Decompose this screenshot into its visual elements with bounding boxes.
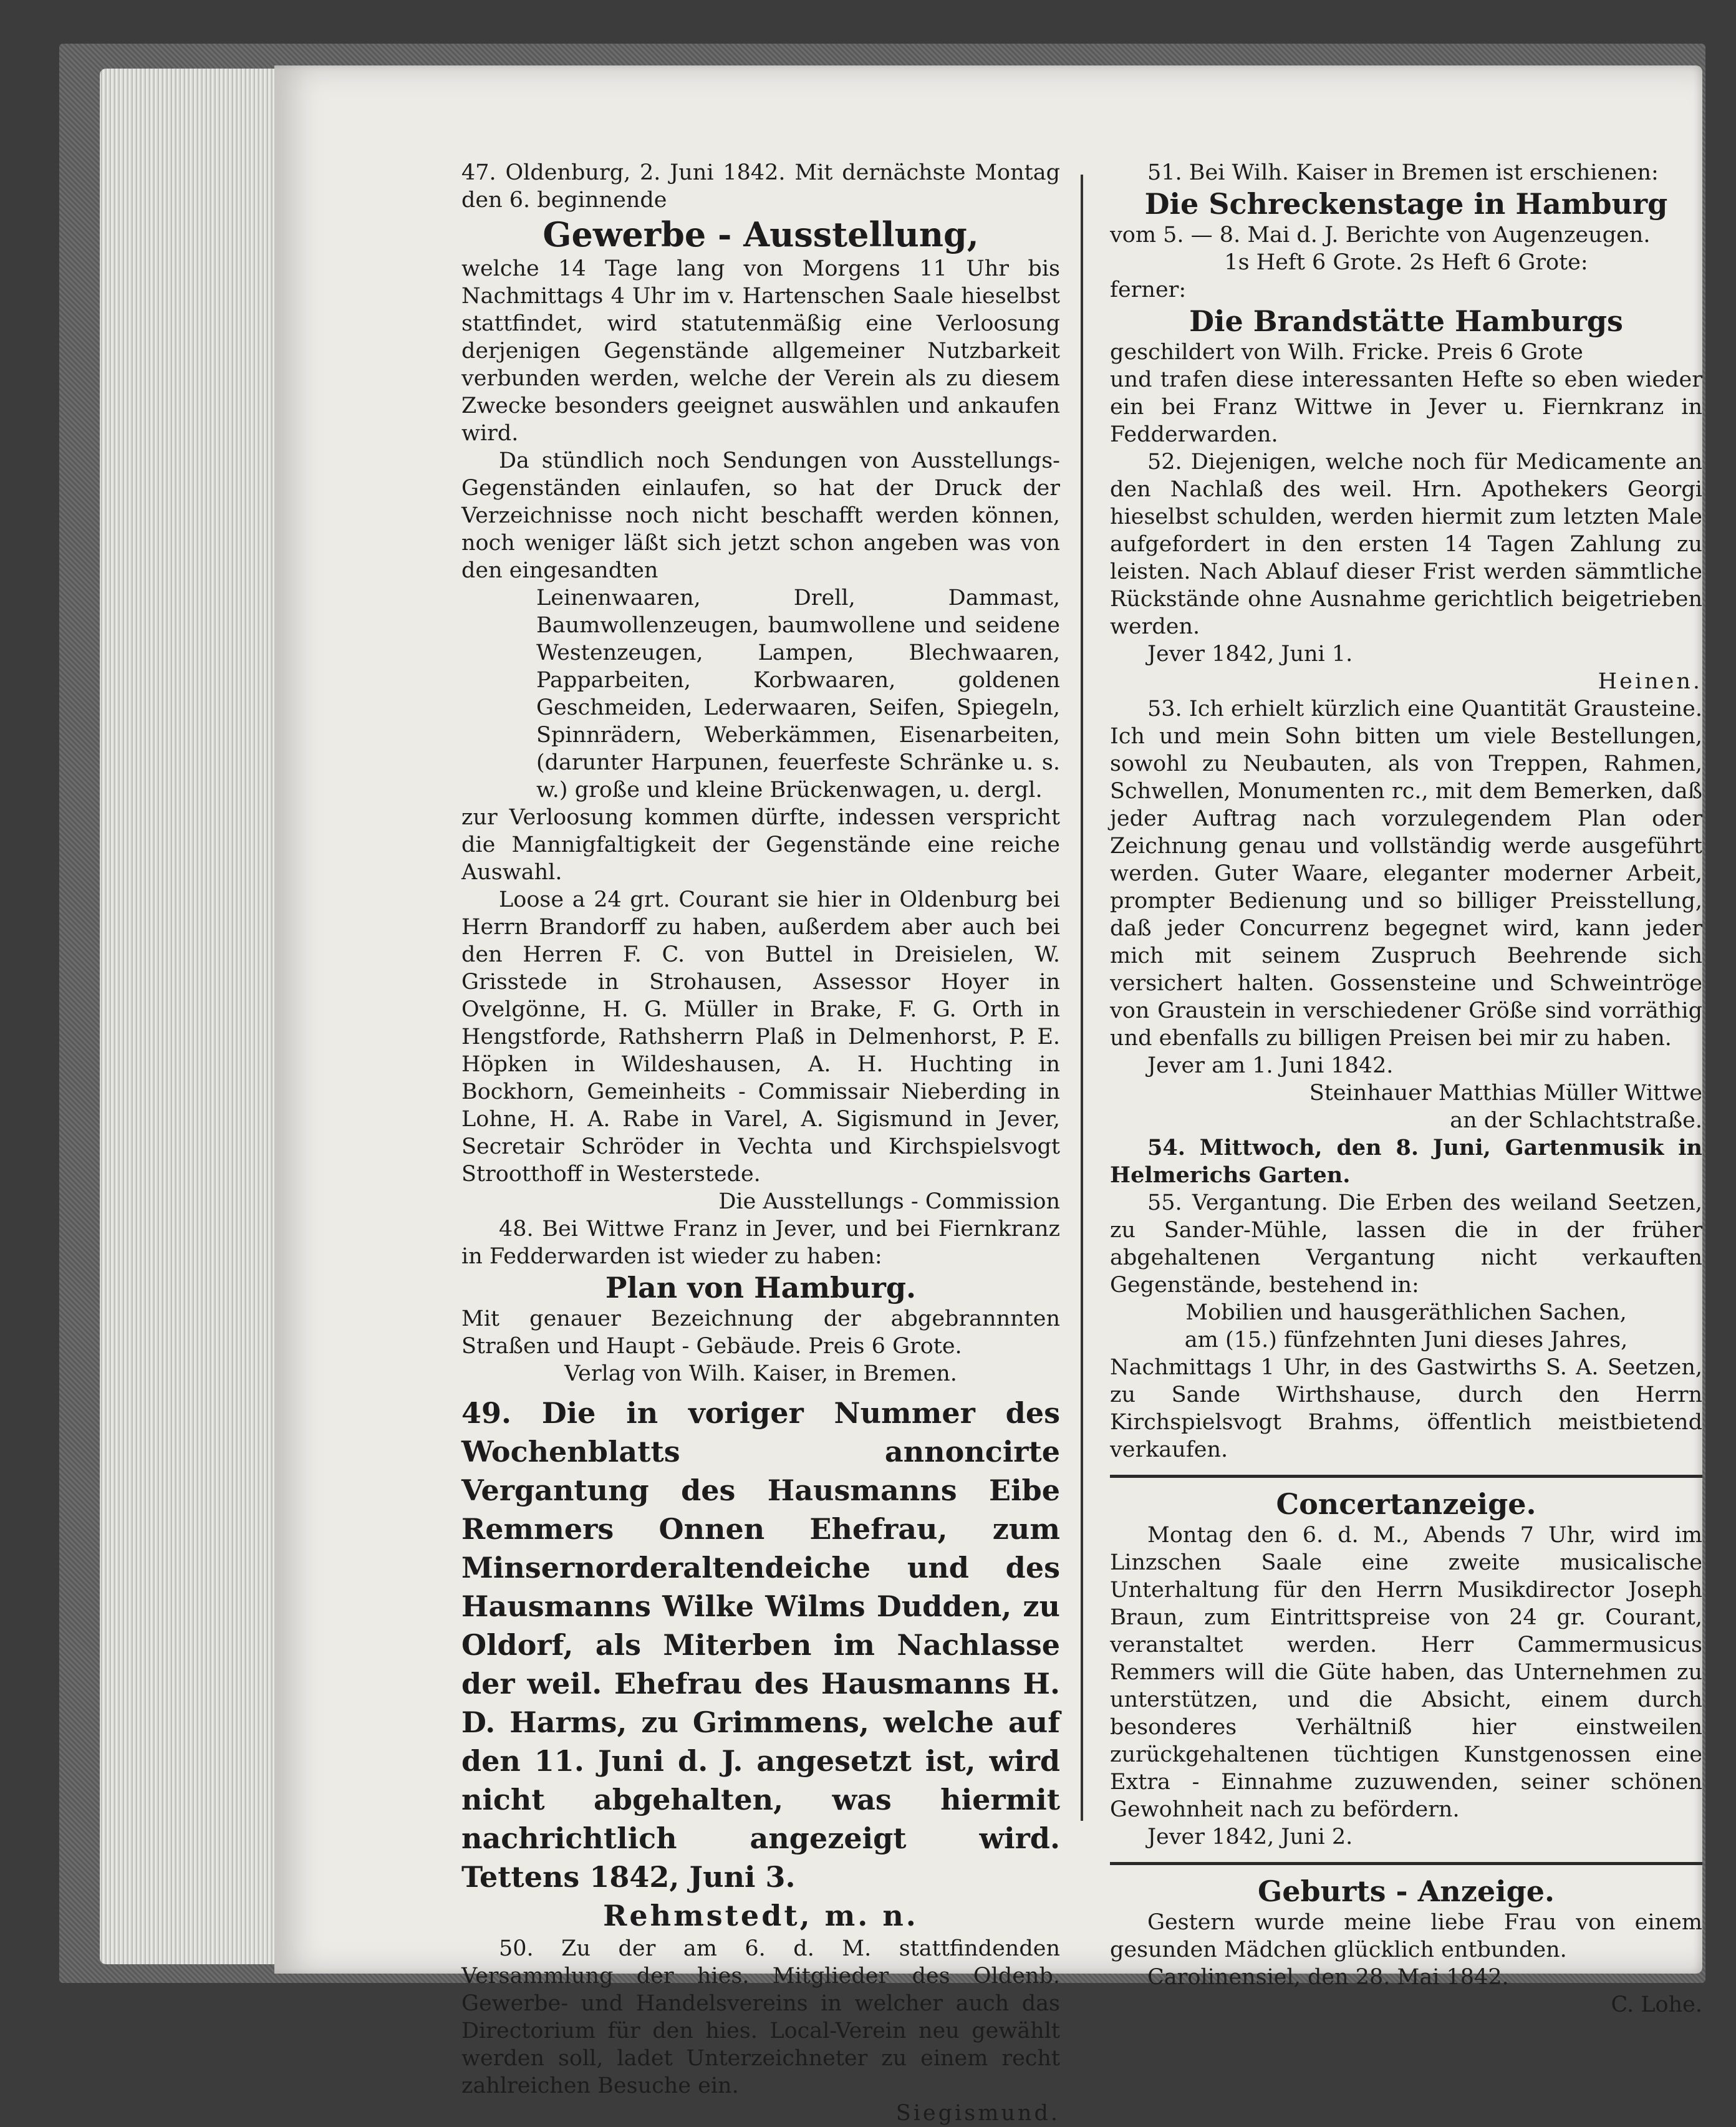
- notice-52-date: Jever 1842, Juni 1.: [1147, 642, 1353, 667]
- notice-48-title: Plan von Hamburg.: [605, 1271, 917, 1305]
- notice-51-ferner: ferner:: [1110, 277, 1187, 302]
- notice-52-signature: Heinen.: [1598, 669, 1702, 694]
- notice-48-publisher: Verlag von Wilh. Kaiser, in Bremen.: [564, 1361, 957, 1386]
- birth-notice-date: Carolinensiel, den 28. Mai 1842.: [1147, 1965, 1509, 1990]
- notice-48-paragraph-1: 48. Bei Wittwe Franz in Jever, und bei Fiernkranz in Fedderwarden ist wieder zu haben:: [461, 1217, 1060, 1269]
- notice-51-line-2: vom 5. — 8. Mai d. J. Berichte von Augenzeugen.: [1110, 223, 1651, 248]
- notice-47-title: Gewerbe - Ausstellung,: [542, 215, 979, 254]
- concert-date: Jever 1842, Juni 2.: [1147, 1825, 1353, 1850]
- notice-53-date: Jever am 1. Juni 1842.: [1147, 1053, 1394, 1078]
- birth-notice-signature: C. Lohe.: [1611, 1992, 1702, 2017]
- notice-51-line-4: geschildert von Wilh. Fricke. Preis 6 Grote: [1110, 340, 1583, 365]
- notice-51-title-2: Die Brandstätte Hamburgs: [1189, 304, 1623, 338]
- notice-54-paragraph: 54. Mittwoch, den 8. Juni, Gartenmusik in Helmerichs Garten.: [1110, 1135, 1702, 1188]
- notice-47-opening: 47. Oldenburg, 2. Juni 1842. Mit dernächste Montag den 6. beginnende: [461, 160, 1060, 213]
- notice-48-paragraph-2: Mit genauer Bezeichnung der abgebrannnten Straßen und Haupt - Gebäude. Preis 6 Grote.: [461, 1306, 1060, 1359]
- notice-51-title: Die Schreckenstage in Hamburg: [1144, 187, 1668, 221]
- notice-50-signature: Siegismund.: [895, 2101, 1060, 2126]
- notice-47-signature: Die Ausstellungs - Commission: [718, 1189, 1060, 1214]
- notice-55-centered-2: am (15.) fünfzehnten Juni dieses Jahres,: [1184, 1328, 1628, 1353]
- section-rule: [1110, 1475, 1702, 1478]
- birth-notice-title: Geburts - Anzeige.: [1257, 1874, 1555, 1908]
- notice-47-paragraph-2: Da stündlich noch Sendungen von Ausstellungs-Gegenständen einlaufen, so hat der Druck der Verzeichnisse noch nicht beschafft werden können, noch weniger läßt sich jetzt schon angeben was von den eingesandten: [461, 448, 1060, 583]
- notice-55-centered-1: Mobilien und hausgeräthlichen Sachen,: [1185, 1300, 1627, 1325]
- notice-53-signature-1: Steinhauer Matthias Müller Wittwe: [1309, 1081, 1702, 1106]
- notice-47-goods-list: Leinenwaaren, Drell, Dammast, Baumwollenzeugen, baumwollene und seidene Westenzeugen, Lampen, Blechwaaren, Papparbeiten, Korbwaaren, goldenen Geschmeiden, Lederwaaren, Seifen, Spiegeln, Spinnrädern, Weberkämmen, Eisenarbeiten, (darunter Harpunen, feuerfeste Schränke u. s. w.) große und kleine Brückenwagen, u. dergl.: [536, 586, 1060, 803]
- notice-47-paragraph-1: welche 14 Tage lang von Morgens 11 Uhr bis Nachmittags 4 Uhr im v. Hartenschen Saale hieselbst stattfindet, wird statutenmäßig eine Verloosung derjenigen Gegenstände allgemeiner Nutzbarkeit verbunden werden, welche der Verein als zu diesem Zwecke besonders geeignet auswählen und ankaufen wird.: [461, 256, 1060, 446]
- notice-53-paragraph: 53. Ich erhielt kürzlich eine Quantität Grausteine. Ich und mein Sohn bitten um viele Bestellungen, sowohl zu Neubauten, als von Treppen, Rahmen, Schwellen, Monumenten rc., mit dem Bemerken, daß jeder Auftrag nach vorzulegendem Plan oder Zeichnung genau und vollständig werde ausgeführt werden. Guter Waare, eleganter moderner Arbeit, prompter Bedienung und so billiger Preisstellung, daß jeder Concurrenz begegnet wird, kann jeder mich mit seinem Zuspruch Beehrende sich versichert halten. Gossensteine und Schweintröge von Graustein in verschiedener Größe sind vorräthig und ebenfalls zu billigen Preisen bei mir zu haben.: [1110, 697, 1702, 1051]
- notice-47-paragraph-3: zur Verloosung kommen dürfte, indessen verspricht die Mannigfaltigkeit der Gegenstände eine reiche Auswahl.: [461, 805, 1060, 885]
- notice-51-line-3: 1s Heft 6 Grote. 2s Heft 6 Grote:: [1224, 250, 1588, 275]
- notice-55-paragraph-1: 55. Vergantung. Die Erben des weiland Seetzen, zu Sander-Mühle, lassen die in der früher abgehaltenen Vergantung nicht verkauften Gegenstände, bestehend in:: [1110, 1190, 1702, 1298]
- concert-title: Concertanzeige.: [1276, 1487, 1536, 1521]
- notice-51-line-5: und trafen diese interessanten Hefte so eben wieder ein bei Franz Wittwe in Jever u. Fiernkranz in Fedderwarden.: [1110, 367, 1702, 447]
- column-divider: [1081, 175, 1083, 1821]
- left-column: [461, 159, 1060, 2127]
- right-column: [1110, 159, 1702, 2018]
- notice-47-paragraph-4: Loose a 24 grt. Courant sie hier in Oldenburg bei Herrn Brandorff zu haben, außerdem aber auch bei den Herren F. C. von Buttel in Dreisielen, W. Grisstede in Strohausen, Assessor Hoyer in Ovelgönne, H. G. Müller in Brake, F. G. Orth in Hengstforde, Rathsherrn Plaß in Delmenhorst, P. E. Höpken in Wildeshausen, A. H. Huchting in Bockhorn, Gemeinheits - Commissair Nieberding in Lohne, H. A. Rabe in Varel, A. Sigismund in Jever, Secretair Schröder in Vechta und Kirchspielsvogt Strootthoff in Westerstede.: [461, 887, 1060, 1187]
- notice-51-opening: 51. Bei Wilh. Kaiser in Bremen ist erschienen:: [1147, 160, 1659, 185]
- birth-notice-paragraph: Gestern wurde meine liebe Frau von einem gesunden Mädchen glücklich entbunden.: [1110, 1910, 1702, 1962]
- concert-paragraph: Montag den 6. d. M., Abends 7 Uhr, wird im Linzschen Saale eine zweite musicalische Unterhaltung für den Herrn Musikdirector Joseph Braun, zum Eintrittspreise von 24 gr. Courant, veranstaltet werden. Herr Cammermusicus Remmers will die Güte haben, das Unternehmen zu unterstützen, und die Absicht, einem durch besonderes Verhältniß hier einstweilen zurückgehaltenen tüchtigen Kunstgenossen eine Extra - Einnahme zuzuwenden, seiner schönen Gewohnheit nach zu befördern.: [1110, 1523, 1702, 1822]
- notice-49-signature: Rehmstedt, m. n.: [603, 1899, 919, 1932]
- notice-55-paragraph-2: Nachmittags 1 Uhr, in des Gastwirths S. A. Seetzen, zu Sande Wirthshause, durch den Herrn Kirchspielsvogt Brahms, öffentlich meistbietend verkaufen.: [1110, 1355, 1702, 1462]
- notice-52-paragraph: 52. Diejenigen, welche noch für Medicamente an den Nachlaß des weil. Hrn. Apothekers Georgi hieselbst schulden, werden hiermit zum letzten Male aufgefordert in den ersten 14 Tagen Zahlung zu leisten. Nach Ablauf dieser Frist werden sämmtliche Rückstände ohne Ausnahme gerichtlich beigetrieben werden.: [1110, 450, 1702, 639]
- notice-50-paragraph: 50. Zu der am 6. d. M. stattfindenden Versammlung der hies. Mitglieder des Oldenb. Gewerbe- und Handelsvereins in welcher auch das Directorium für den hies. Local-Verein neu gewählt werden soll, ladet Unterzeichneter zu einem recht zahlreichen Besuche ein.: [461, 1936, 1060, 2098]
- notice-49-paragraph: 49. Die in voriger Nummer des Wochenblatts annoncirte Vergantung des Hausmanns Eibe Remmers Onnen Ehefrau, zum Minsernorderaltendeiche und des Hausmanns Wilke Wilms Dudden, zu Oldorf, als Miterben im Nachlasse der weil. Ehefrau des Hausmanns H. D. Harms, zu Grimmens, welche auf den 11. Juni d. J. angesetzt ist, wird nicht abgehalten, was hiermit nachrichtlich angezeigt wird. Tettens 1842, Juni 3.: [461, 1396, 1060, 1894]
- section-rule: [1110, 1862, 1702, 1865]
- notice-53-signature-2: an der Schlachtstraße.: [1450, 1108, 1702, 1133]
